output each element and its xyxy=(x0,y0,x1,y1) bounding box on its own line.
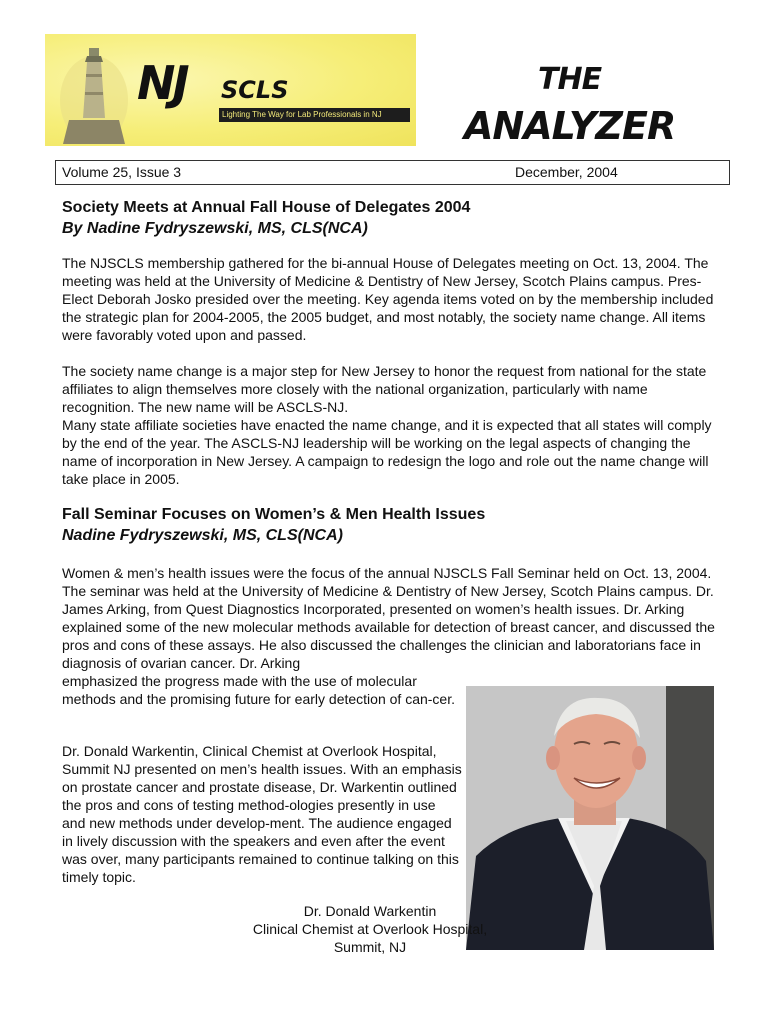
logo-tagline: Lighting The Way for Lab Professionals in NJ xyxy=(219,108,410,122)
article1-title: Society Meets at Annual Fall House of Delegates 2004 xyxy=(62,199,471,216)
article2-paragraph-2: Dr. Donald Warkentin, Clinical Chemist at Overlook Hospital, Summit NJ presented on men’s health issues. With an emphasis on prostate cancer and prostate disease, Dr. Warkentin outlined the pros and cons of testing method-ologies presently in use and new methods under develop-ment. The audience engaged in lively discussion with the speakers and even after the event was over, many participants remained to continue talking on this timely topic. xyxy=(62,743,462,885)
caption-name: Dr. Donald Warkentin xyxy=(303,903,437,919)
article1-paragraph-3: Many state affiliate societies have enacted the name change, and it is expected that all states will comply by the end of the year. The ASCLS-NJ leadership will be working on the legal aspects of changing the name of incorporation in New Jersey. A campaign to redesign the logo and role out the name change will take place in 2005. xyxy=(62,417,712,487)
caption-title: Clinical Chemist at Overlook Hospital, xyxy=(252,921,488,937)
masthead-the: THE xyxy=(538,62,602,97)
article1-byline: By Nadine Fydryszewski, MS, CLS(NCA) xyxy=(62,220,368,237)
logo-nj-text: NJ xyxy=(137,56,187,110)
issue-volume: Volume 25, Issue 3 xyxy=(62,164,182,180)
article2-title: Fall Seminar Focuses on Women’s & Men Health Issues xyxy=(62,506,486,523)
caption-location: Summit, NJ xyxy=(333,939,407,955)
article2-paragraph-1: Women & men’s health issues were the focus of the annual NJSCLS Fall Seminar held on Oct. 13, 2004. The seminar was held at the University of Medicine & Dentistry of New Jersey, Scotch Plains campus. Dr. James Arking, from Quest Diagnostics Incorporated, presented on women’s health issues. Dr. Arking explained some of the new molecular methods available for detection of breast cancer, and discussed the pros and cons of these assays. He also discussed the challenges the clinician and laboratorians face in diagnosis of ovarian cancer. Dr. Arking xyxy=(62,565,715,671)
article1-paragraph-2: The society name change is a major step for New Jersey to honor the request from national for the state affiliates to align themselves more closely with the national organization, particularly with name recognition. The new name will be ASCLS-NJ. xyxy=(62,363,707,415)
article2-paragraph-1-continued: emphasized the progress made with the use of molecular methods and the promising future for early detection of can-cer. xyxy=(62,673,455,707)
article2-byline: Nadine Fydryszewski, MS, CLS(NCA) xyxy=(62,527,343,544)
photo-caption xyxy=(150,902,590,956)
njscls-logo xyxy=(45,34,416,146)
issue-date: December, 2004 xyxy=(515,164,618,180)
masthead-title: ANALYZER xyxy=(464,104,676,148)
issue-info-bar xyxy=(55,160,730,185)
article1-paragraph-1: The NJSCLS membership gathered for the bi-annual House of Delegates meeting on Oct. 13, 2004. The meeting was held at the University of Medicine & Dentistry of New Jersey, Scotch Plains campus. Pres-Elect Deborah Josko presided over the meeting. Key agenda items voted on by the membership included the strategic plan for 2004-2005, the 2005 budget, and most notably, the society name change. All items were favorably voted upon and passed. xyxy=(62,255,714,343)
lighthouse-icon xyxy=(59,40,129,144)
logo-scls-text: SCLS xyxy=(221,76,289,104)
